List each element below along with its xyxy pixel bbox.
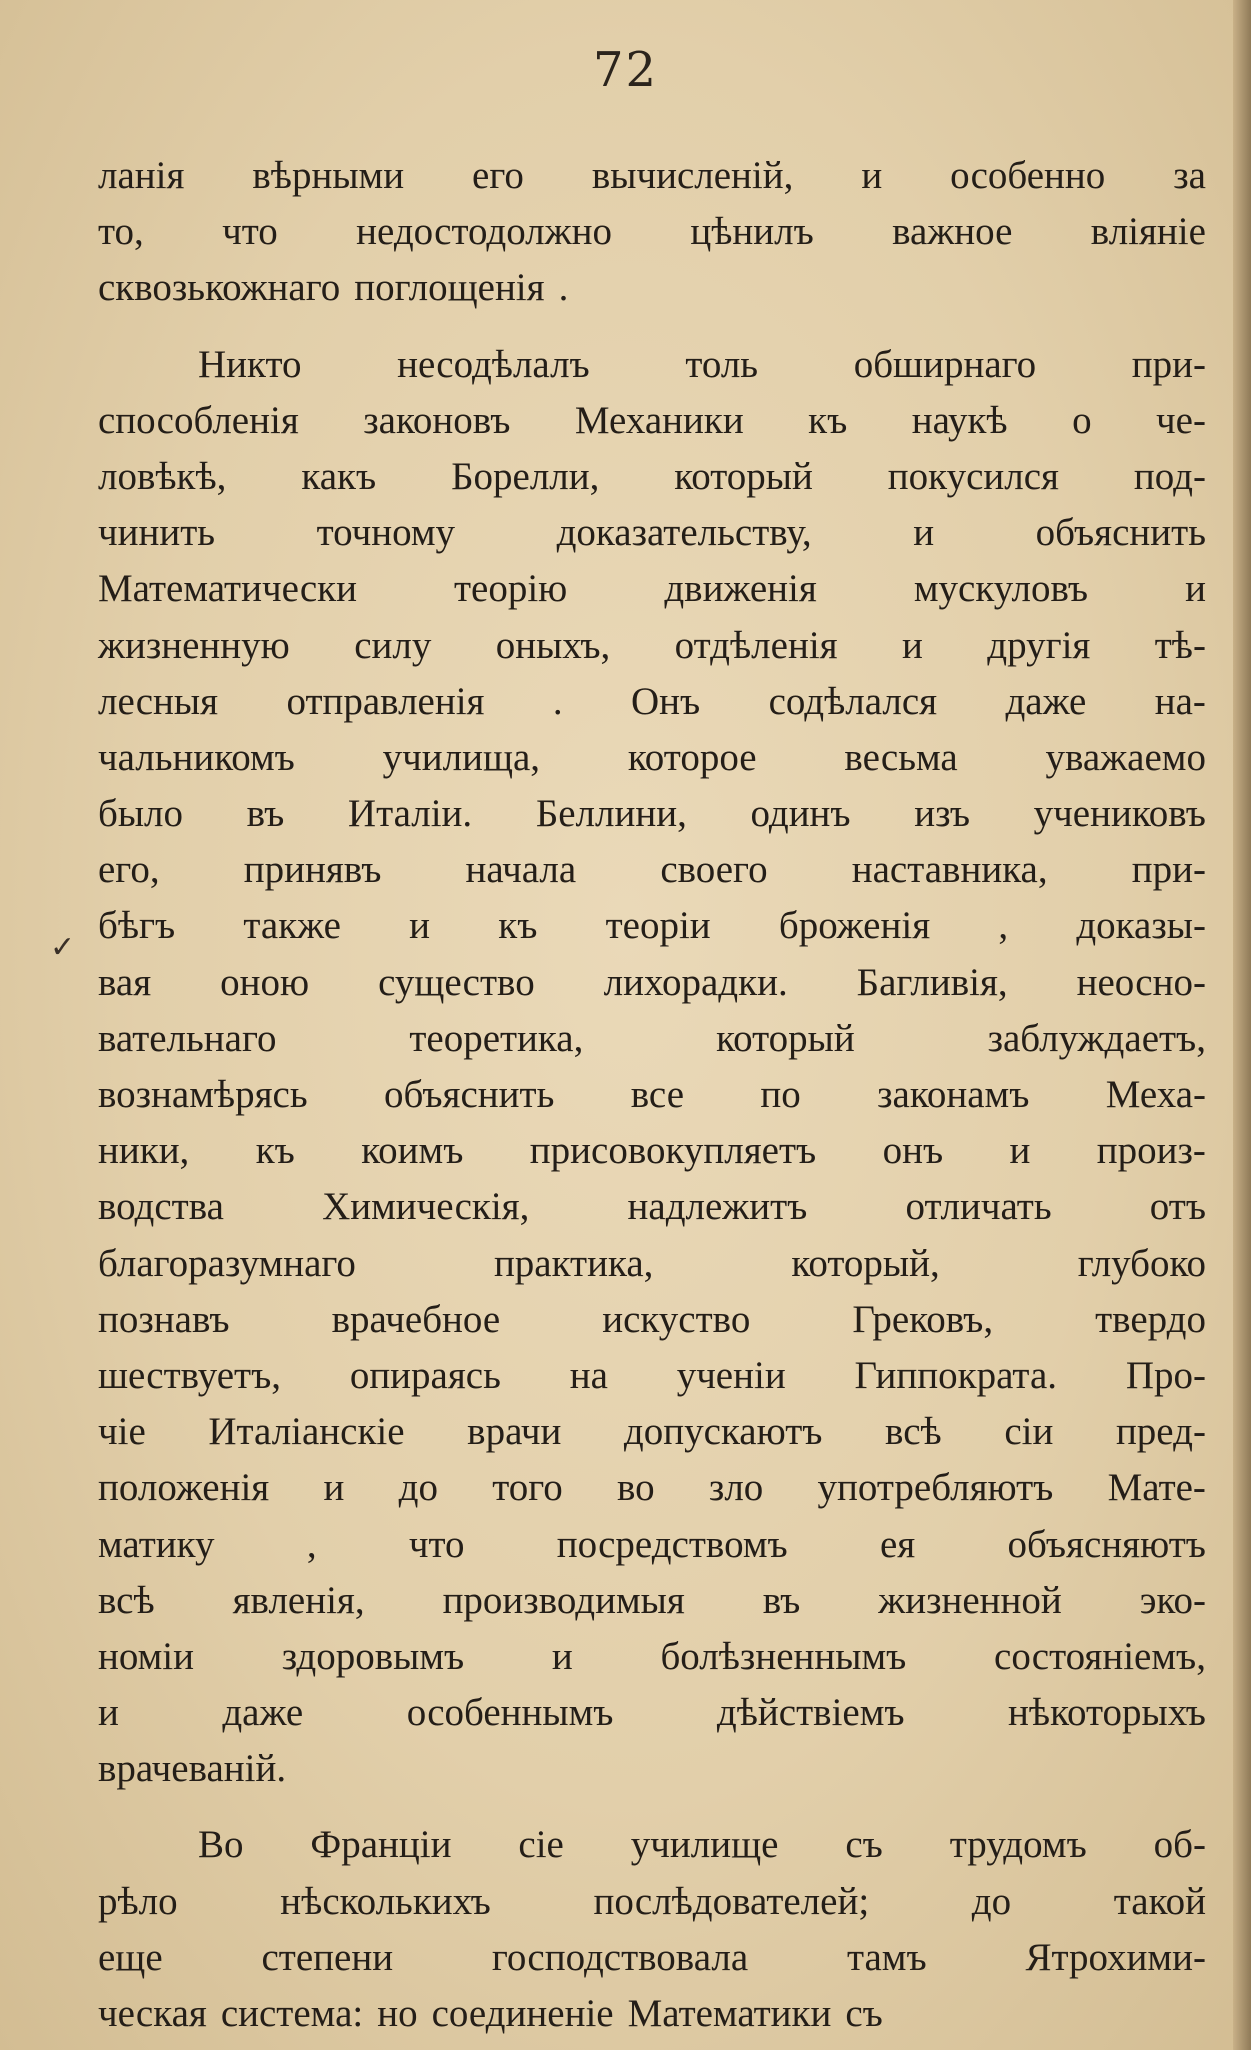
- word: объясняютъ: [1007, 1522, 1206, 1566]
- word: жизненной: [878, 1578, 1062, 1622]
- word: водства: [98, 1185, 224, 1229]
- word: Франціи: [310, 1823, 452, 1867]
- word: законамъ: [877, 1073, 1030, 1116]
- word: до: [398, 1466, 438, 1510]
- text-line: [98, 618, 1206, 674]
- word: употребляютъ: [817, 1466, 1054, 1510]
- text-line: [98, 955, 1206, 1011]
- body-text: [98, 148, 1206, 2042]
- word: врачи: [467, 1410, 562, 1454]
- word: глубоко: [1077, 1241, 1206, 1285]
- word: по: [760, 1073, 801, 1116]
- word: ческая: [98, 1992, 207, 2035]
- word: который,: [791, 1241, 940, 1285]
- word: теоріи: [605, 904, 711, 948]
- word: одинъ: [750, 792, 851, 836]
- word: было: [98, 792, 184, 836]
- word: Италіи.: [347, 792, 473, 836]
- text-line: [98, 1067, 1206, 1123]
- word: отдѣленія: [674, 623, 838, 667]
- word: коимъ: [361, 1129, 464, 1173]
- word: неосно-: [1076, 960, 1206, 1004]
- word: ,: [998, 904, 1009, 948]
- word: оною: [220, 960, 310, 1004]
- word: всѣ: [885, 1410, 942, 1454]
- word: послѣдователей;: [593, 1879, 870, 1923]
- word: дѣйствіемъ: [716, 1691, 905, 1735]
- word: до: [971, 1879, 1012, 1923]
- word: Механики: [574, 398, 744, 442]
- word: обширнаго: [853, 342, 1037, 386]
- word: къ: [498, 904, 538, 948]
- word: важное: [892, 210, 1013, 254]
- word: оныхъ,: [495, 623, 611, 667]
- word: о: [1072, 398, 1092, 442]
- text-line: [98, 393, 1206, 449]
- word: наукѣ: [911, 398, 1008, 442]
- text-line: [98, 1404, 1206, 1460]
- word: сіе: [518, 1823, 564, 1867]
- text-line: [98, 1874, 1206, 1930]
- word: начала: [465, 848, 577, 892]
- word: содѣлался: [768, 679, 938, 723]
- word: который: [674, 454, 813, 498]
- word: Меха-: [1105, 1073, 1206, 1116]
- word: такой: [1113, 1879, 1206, 1923]
- paragraph: [98, 337, 1206, 1798]
- word: нѣсколькихъ: [280, 1879, 491, 1923]
- word: то,: [98, 210, 144, 254]
- paragraph-gap: [98, 1797, 1206, 1817]
- word: опираясь: [349, 1353, 501, 1397]
- word: надлежитъ: [627, 1185, 808, 1229]
- word: училища,: [382, 735, 541, 779]
- word: его,: [98, 848, 160, 892]
- word: существо: [378, 960, 535, 1004]
- word: лесныя: [98, 679, 219, 723]
- word: другія: [987, 623, 1091, 667]
- text-line: [98, 1930, 1206, 1986]
- word: отправленія: [286, 679, 485, 723]
- word: силу: [354, 623, 432, 667]
- word: практика,: [493, 1241, 654, 1285]
- word: доказы-: [1076, 904, 1206, 948]
- word: чіе: [98, 1410, 146, 1454]
- word: движенія: [664, 567, 817, 611]
- text-line: [98, 505, 1206, 561]
- word: особеннымъ: [406, 1691, 614, 1735]
- word: въ: [246, 792, 285, 836]
- text-line: [98, 1685, 1206, 1741]
- text-line: [98, 898, 1206, 954]
- word: ея: [879, 1522, 916, 1566]
- word: цѣнилъ: [690, 210, 814, 254]
- word: Во: [198, 1823, 244, 1867]
- paragraph: [98, 148, 1206, 317]
- word: заблуждаетъ,: [987, 1016, 1206, 1060]
- text-line: [98, 337, 1206, 393]
- text-line: [98, 730, 1206, 786]
- word: и: [409, 904, 431, 948]
- word: во: [617, 1466, 655, 1510]
- word: и: [1185, 567, 1206, 611]
- word: вѣрными: [252, 154, 405, 197]
- word: вательнаго: [98, 1016, 277, 1060]
- word: Никто: [198, 342, 302, 386]
- word: производимыя: [442, 1578, 685, 1622]
- text-line: [98, 842, 1206, 898]
- word: при-: [1131, 848, 1206, 892]
- word: лихорадки.: [603, 960, 788, 1004]
- word: все: [630, 1073, 685, 1116]
- word: способленія: [98, 398, 299, 442]
- page-edge-shadow: [1233, 0, 1251, 2050]
- word: соединеніе: [431, 1992, 614, 2035]
- word: также: [243, 904, 341, 948]
- word: пред-: [1115, 1410, 1206, 1454]
- word: недостодолжно: [356, 210, 612, 254]
- word: твердо: [1095, 1297, 1206, 1341]
- word: Математически: [98, 567, 357, 611]
- word: матику: [98, 1522, 215, 1566]
- word: даже: [1005, 679, 1087, 723]
- word: въ: [762, 1578, 801, 1622]
- word: жизненную: [98, 623, 290, 667]
- text-line: [98, 204, 1206, 260]
- word: весьма: [844, 735, 958, 779]
- word: Ятрохими-: [1025, 1935, 1206, 1979]
- word: къ: [808, 398, 848, 442]
- word: Мате-: [1107, 1466, 1206, 1510]
- word: система:: [220, 1992, 364, 2035]
- word: Багливія,: [856, 960, 1008, 1004]
- word: Гиппократа.: [854, 1353, 1058, 1397]
- word: который: [716, 1016, 855, 1060]
- word: вознамѣрясь: [98, 1073, 308, 1116]
- word: Химическія,: [322, 1185, 530, 1229]
- word: ученіи: [676, 1353, 786, 1397]
- word: училище: [630, 1823, 779, 1867]
- text-line: [98, 1573, 1206, 1629]
- word: отъ: [1149, 1185, 1206, 1229]
- word: всѣ: [98, 1578, 155, 1622]
- text-line: [98, 786, 1206, 842]
- word: и: [1009, 1129, 1031, 1173]
- page-number: 72: [592, 42, 659, 98]
- word: .: [552, 679, 563, 723]
- word: ,: [306, 1522, 317, 1566]
- word: и: [323, 1466, 345, 1510]
- word: врачебное: [331, 1297, 501, 1341]
- word: того: [492, 1466, 563, 1510]
- word: рѣло: [98, 1879, 178, 1923]
- text-line: [98, 1179, 1206, 1235]
- word: состояніемъ,: [994, 1634, 1206, 1678]
- word: доказательству,: [556, 511, 812, 555]
- word: Борелли,: [451, 454, 600, 498]
- word: на: [569, 1353, 608, 1397]
- word: Италіанскіе: [208, 1410, 405, 1454]
- text-line: [98, 1292, 1206, 1348]
- word: врачеваній.: [98, 1747, 287, 1791]
- word: Про-: [1125, 1353, 1206, 1397]
- word: уважаемо: [1045, 735, 1206, 779]
- word: произ-: [1096, 1129, 1206, 1173]
- word: еще: [98, 1935, 163, 1979]
- text-line: [98, 561, 1206, 617]
- word: степени: [261, 1935, 394, 1979]
- text-line: [98, 1236, 1206, 1292]
- word: къ: [255, 1129, 295, 1173]
- word: его: [472, 154, 524, 197]
- word: господствовала: [491, 1935, 749, 1979]
- word: и: [901, 623, 923, 667]
- word: .: [558, 266, 569, 310]
- word: бѣгъ: [98, 904, 176, 948]
- word: броженія: [778, 904, 931, 948]
- word: за: [1173, 154, 1206, 197]
- word: номіи: [98, 1634, 195, 1678]
- word: объяснить: [1035, 511, 1206, 555]
- word: под-: [1133, 454, 1206, 498]
- word: поглощенія: [354, 266, 545, 310]
- word: изъ: [914, 792, 971, 836]
- paragraph-gap: [98, 317, 1206, 337]
- word: покусился: [887, 454, 1059, 498]
- text-line: [98, 1629, 1206, 1685]
- word: и: [98, 1691, 119, 1735]
- word: трудомъ: [949, 1823, 1087, 1867]
- word: учениковъ: [1033, 792, 1206, 836]
- word: объяснить: [384, 1073, 555, 1116]
- word: мускуловъ: [913, 567, 1089, 611]
- word: чальникомъ: [98, 735, 295, 779]
- word: и: [861, 154, 883, 197]
- word: Беллини,: [535, 792, 687, 836]
- word: которое: [627, 735, 757, 779]
- paragraph: [98, 1817, 1206, 2042]
- word: отличать: [905, 1185, 1052, 1229]
- word: посредствомъ: [556, 1522, 788, 1566]
- text-line: [98, 1517, 1206, 1573]
- word: ники,: [98, 1129, 190, 1173]
- word: Математики: [627, 1992, 832, 2035]
- word: несодѣлалъ: [397, 342, 590, 386]
- text-line: [98, 449, 1206, 505]
- text-line: [98, 1986, 1206, 2042]
- word: зло: [708, 1466, 764, 1510]
- text-line: [98, 1817, 1206, 1873]
- text-line: [98, 1011, 1206, 1067]
- word: шествуетъ,: [98, 1353, 282, 1397]
- word: нѣкоторыхъ: [1008, 1691, 1206, 1735]
- word: даже: [222, 1691, 304, 1735]
- text-line: [98, 260, 1206, 316]
- word: теоретика,: [409, 1016, 584, 1060]
- word: онъ: [882, 1129, 944, 1173]
- word: своего: [660, 848, 768, 892]
- word: благоразумнаго: [98, 1241, 356, 1285]
- word: что: [222, 210, 278, 254]
- word: че-: [1156, 398, 1206, 442]
- word: толь: [685, 342, 759, 386]
- word: положенія: [98, 1466, 270, 1510]
- word: тамъ: [846, 1935, 927, 1979]
- text-line: [98, 1123, 1206, 1179]
- word: Онъ: [630, 679, 701, 723]
- word: вычисленій,: [591, 154, 794, 197]
- word: тѣ-: [1154, 623, 1206, 667]
- word: и: [551, 1634, 573, 1678]
- word: при-: [1131, 342, 1206, 386]
- word: съ: [845, 1992, 883, 2035]
- text-line: [98, 148, 1206, 204]
- word: на-: [1154, 679, 1206, 723]
- word: особенно: [950, 154, 1106, 197]
- word: что: [408, 1522, 465, 1566]
- word: сіи: [1004, 1410, 1054, 1454]
- word: Грековъ,: [852, 1297, 994, 1341]
- word: съ: [845, 1823, 883, 1867]
- word: точному: [316, 511, 456, 555]
- word: но: [377, 1992, 418, 2035]
- word: присовокупляетъ: [529, 1129, 817, 1173]
- word: познавъ: [98, 1297, 230, 1341]
- word: об-: [1153, 1823, 1206, 1867]
- word: болѣзненнымъ: [660, 1634, 907, 1678]
- word: ланія: [98, 154, 185, 197]
- word: допускаютъ: [623, 1410, 823, 1454]
- word: сквозькожнаго: [98, 266, 341, 310]
- text-line: [98, 1460, 1206, 1516]
- word: и: [913, 511, 935, 555]
- word: ловѣкѣ,: [98, 454, 227, 498]
- text-line: [98, 1741, 1206, 1797]
- word: явленія,: [232, 1578, 365, 1622]
- word: искуство: [602, 1297, 751, 1341]
- word: теорію: [453, 567, 568, 611]
- word: законовъ: [363, 398, 511, 442]
- word: вая: [98, 960, 152, 1004]
- word: эко-: [1139, 1578, 1206, 1622]
- word: принявъ: [243, 848, 382, 892]
- word: чинить: [98, 511, 216, 555]
- word: здоровымъ: [281, 1634, 465, 1678]
- word: вліяніе: [1090, 210, 1206, 254]
- word: какъ: [301, 454, 377, 498]
- text-line: [98, 1348, 1206, 1404]
- margin-mark: ✓: [50, 930, 76, 965]
- word: наставника,: [851, 848, 1048, 892]
- text-line: [98, 674, 1206, 730]
